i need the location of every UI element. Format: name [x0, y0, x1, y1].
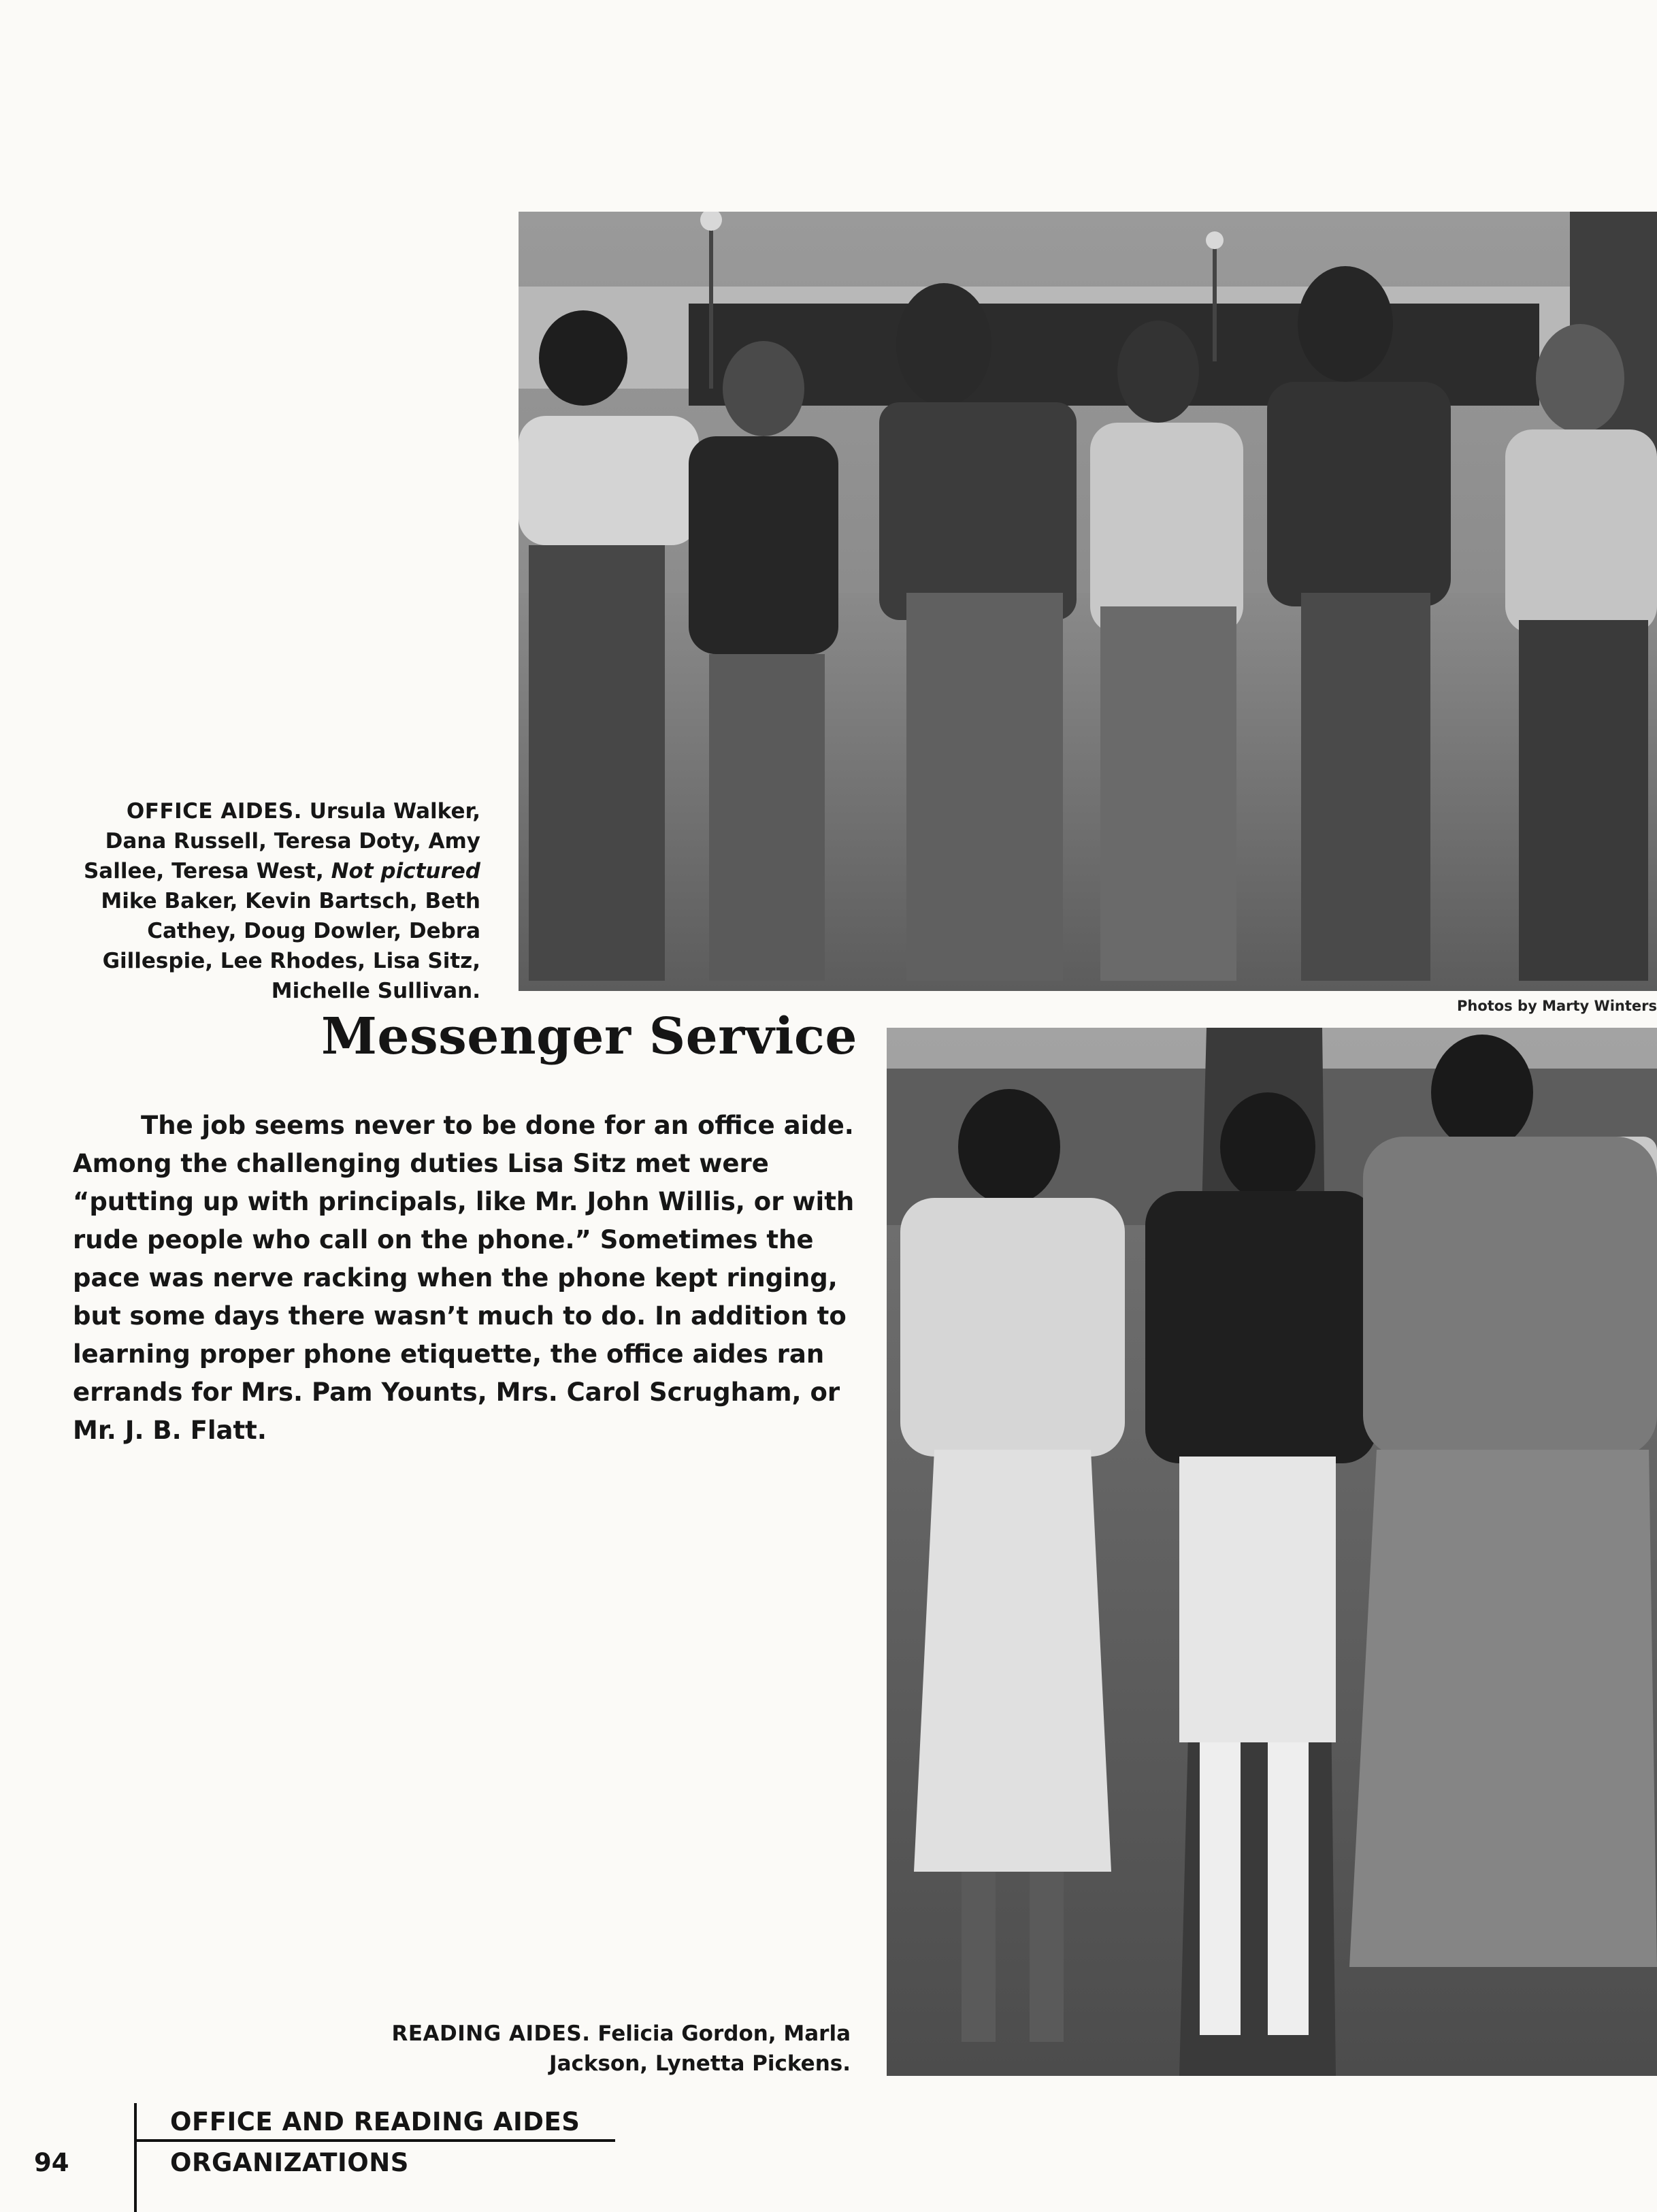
footer-vertical-rule: [134, 2103, 137, 2212]
reading-caption-lead: READING AIDES.: [391, 2021, 591, 2046]
footer-horizontal-rule: [135, 2139, 615, 2142]
not-pictured-label: Not pictured: [331, 859, 480, 883]
reading-caption-names: Felicia Gordon, Marla Jackson, Lynetta Pickens.: [549, 2021, 851, 2076]
section-title: OFFICE AND READING AIDES: [170, 2107, 580, 2136]
office-aides-photo: [519, 212, 1657, 991]
office-caption-names: Ursula Walker, Dana Russell, Teresa Doty, Amy Sallee, Teresa West,: [83, 799, 480, 883]
office-aides-caption: [68, 796, 480, 1006]
page-number: 94: [34, 2148, 69, 2177]
photo-credit: Photos by Marty Winters: [1457, 998, 1657, 1014]
reading-aides-caption: [340, 2019, 851, 2079]
office-caption-lead: OFFICE AIDES.: [126, 799, 302, 824]
reading-aides-photo: [887, 1028, 1657, 2076]
headline: Messenger Service: [321, 1007, 857, 1066]
not-pictured-names: Mike Baker, Kevin Bartsch, Beth Cathey, Doug Dowler, Debra Gillespie, Lee Rhodes, Lisa Sitz, Michelle Sullivan.: [101, 889, 480, 1003]
article-body: The job seems never to be done for an office aide. Among the challenging duties Lisa Sitz met were “putting up with principals, like Mr. John Willis, or with rude people who call on the phone.” Sometimes the pace was nerve racking when the phone kept ringing, but some days there wasn’t much to do. In addition to learning proper phone etiquette, the office aides ran errands for Mrs. Pam Younts, Mrs. Carol Scrugham, or Mr. J. B. Flatt.: [73, 1111, 855, 1445]
section-subtitle: ORGANIZATIONS: [170, 2148, 409, 2177]
